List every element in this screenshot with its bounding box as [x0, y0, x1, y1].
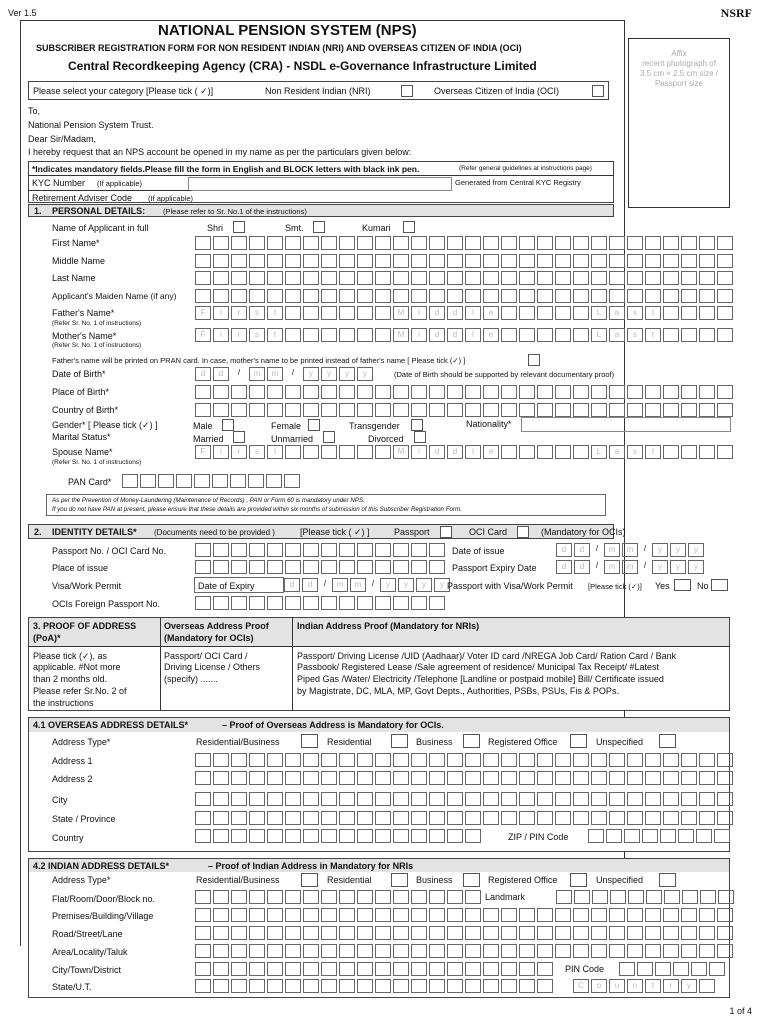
- poa-c3: by Magistrate, DC, MLA, MP, Govt Depts., Authorities, PSBs, PSUs, Fis & POPs.: [297, 686, 619, 696]
- residential-checkbox[interactable]: [391, 734, 408, 748]
- poa-h2b: (Mandatory for OCIs): [164, 633, 254, 643]
- zip-label: ZIP / PIN Code: [508, 832, 569, 842]
- unspecified-checkbox[interactable]: [659, 734, 676, 748]
- first-name-label: First Name*: [52, 238, 100, 248]
- version-label: Ver 1.5: [8, 8, 37, 18]
- cob-boxes[interactable]: [195, 403, 735, 417]
- business-checkbox[interactable]: [463, 734, 480, 748]
- s42-title: 4.2 INDIAN ADDRESS DETAILS*: [33, 861, 170, 871]
- yes-checkbox[interactable]: [674, 579, 691, 591]
- passport-no-boxes[interactable]: [195, 543, 447, 557]
- transgender-label: Transgender: [349, 421, 400, 431]
- resbus-label: Residential/Business: [196, 875, 280, 885]
- premises-label: Premises/Building/Village: [52, 911, 154, 921]
- female-label: Female: [271, 421, 302, 431]
- unspecified-label: Unspecified: [596, 737, 644, 747]
- pan-boxes[interactable]: [122, 474, 302, 488]
- shri-label: Shri: [207, 223, 224, 233]
- visa-label: Visa/Work Permit: [52, 581, 122, 591]
- cob-label: Country of Birth*: [52, 405, 119, 415]
- mother-name-boxes[interactable]: F i r s t M i d d l e L a s t: [195, 328, 735, 342]
- last-name-label: Last Name: [52, 273, 96, 283]
- country-boxes[interactable]: C o u n t r y: [573, 979, 717, 993]
- kyc-input[interactable]: [188, 177, 452, 191]
- poa-c1: applicable. #Not more: [33, 662, 121, 672]
- form-code: NSRF: [720, 6, 752, 20]
- married-label: Married: [193, 434, 224, 444]
- pmla-line-1: As per the Prevention of Money-Laundering (Maintenance of Records) , PAN or Form 60 is mandatory under NPS.: [52, 497, 365, 504]
- poi-boxes[interactable]: [195, 560, 447, 574]
- oci-card-label: OCI Card: [469, 527, 508, 537]
- doi-label: Date of issue: [452, 546, 505, 556]
- transgender-checkbox[interactable]: [411, 419, 423, 431]
- photo-text: recent photograph of: [642, 59, 716, 68]
- pin-label: PIN Code: [565, 964, 605, 974]
- unmarried-label: Unmarried: [271, 434, 314, 444]
- s42-sub: – Proof of Indian Address in Mandatory for NRIs: [208, 861, 414, 871]
- page-number: 1 of 4: [729, 1006, 752, 1016]
- s2-tick: [Please tick ( ✓) ]: [300, 527, 370, 537]
- poa-c1: the instructions: [33, 698, 94, 708]
- reg-office-label: Registered Office: [488, 875, 558, 885]
- poa-c3: Piped Gas /Water/ Electricity /Telephone [Landline or postpaid mobile] Bill/ Certificate issued: [297, 674, 664, 684]
- photo-text: 3.5 cm × 2.5 cm size /: [639, 69, 719, 78]
- nationality-input[interactable]: [521, 417, 731, 432]
- kumari-checkbox[interactable]: [403, 221, 415, 233]
- pan-label: PAN Card*: [68, 477, 112, 487]
- spouse-name-boxes[interactable]: F i r s t M i d d l e L a s t: [195, 445, 735, 459]
- landmark-label: Landmark: [485, 892, 526, 902]
- s41-sub: – Proof of Overseas Address is Mandatory for OCIs.: [222, 720, 444, 730]
- expiry-boxes[interactable]: d d / m m / y y y: [556, 560, 706, 574]
- maiden-name-label: Applicant's Maiden Name (if any): [52, 291, 177, 301]
- kumari-label: Kumari: [362, 223, 391, 233]
- name-full-label: Name of Applicant in full: [52, 223, 149, 233]
- smt-checkbox[interactable]: [313, 221, 325, 233]
- residential-label: Residential: [327, 737, 372, 747]
- middle-name-label: Middle Name: [52, 256, 106, 266]
- poa-c3: Passbook/ Registered Lease /Sale agreement of residence/ Municipal Tax Receipt/ #Latest: [297, 662, 660, 672]
- poa-c1: than 2 months old.: [33, 674, 108, 684]
- divider: [28, 175, 614, 176]
- pwp-tick: [Please tick (✓)]: [588, 582, 642, 591]
- poa-c2: Driving License / Others: [164, 662, 261, 672]
- nationality-label: Nationality*: [466, 419, 512, 429]
- oci-mandatory: (Mandatory for OCIs): [541, 527, 626, 537]
- subtitle: SUBSCRIBER REGISTRATION FORM FOR NON RESIDENT INDIAN (NRI) AND OVERSEAS CITIZEN OF INDIA (OCI): [36, 43, 522, 53]
- poa-h2: Overseas Address Proof: [164, 621, 269, 631]
- doe-label: Date of Expiry: [198, 581, 255, 591]
- dob-note: (Date of Birth should be supported by relevant documentary proof): [394, 370, 615, 379]
- poa-c3: Passport/ Driving License /UID (Aadhaar)/ Voter ID card /NREGA Job Card/ Ration Card / Bank: [297, 651, 677, 661]
- refer-note: (Refer Sr. No. 1 of instructions): [52, 459, 142, 466]
- address-type-label: Address Type*: [52, 875, 111, 885]
- guidelines-note: (Refer general guidelines at instructions page): [459, 165, 592, 172]
- ra-label: Retirement Adviser Code: [32, 193, 133, 203]
- state-boxes[interactable]: [195, 811, 735, 825]
- s1-note: (Please refer to Sr. No.1 of the instructions): [163, 207, 307, 216]
- business-label: Business: [416, 737, 453, 747]
- oci-passport-boxes[interactable]: [195, 596, 447, 610]
- city-boxes[interactable]: [195, 962, 555, 976]
- zip-boxes[interactable]: [588, 829, 732, 843]
- poa-c2: Passport/ OCI Card /: [164, 651, 248, 661]
- residential-label: Residential: [327, 875, 372, 885]
- oci-card-checkbox[interactable]: [517, 526, 529, 538]
- poa-h1: 3. PROOF OF ADDRESS: [33, 621, 137, 631]
- photo-box[interactable]: [628, 38, 730, 208]
- area-label: Area/Locality/Taluk: [52, 947, 128, 957]
- mandatory-note: *Indicates mandatory fields.Please fill the form in English and BLOCK letters with black ink pen.: [32, 164, 420, 174]
- refer-note: (Refer Sr. No. 1 of instructions): [52, 342, 142, 349]
- male-label: Male: [193, 421, 213, 431]
- letter-salutation: Dear Sir/Madam,: [28, 134, 97, 144]
- address-type-label: Address Type*: [52, 737, 111, 747]
- flat-boxes[interactable]: [195, 890, 483, 904]
- father-name-label: Father's Name*: [52, 308, 115, 318]
- landmark-boxes[interactable]: [556, 890, 736, 904]
- business-checkbox[interactable]: [463, 873, 480, 887]
- pob-label: Place of Birth*: [52, 387, 110, 397]
- nri-checkbox[interactable]: [401, 85, 413, 97]
- passport-no-label: Passport No. / OCI Card No.: [52, 546, 167, 556]
- expiry-label: Passport Expiry Date: [452, 563, 537, 573]
- unspecified-label: Unspecified: [596, 875, 644, 885]
- married-checkbox[interactable]: [233, 431, 245, 443]
- road-label: Road/Street/Lane: [52, 929, 123, 939]
- passport-label: Passport: [394, 527, 430, 537]
- reg-office-checkbox[interactable]: [570, 734, 587, 748]
- divider: [28, 646, 730, 647]
- address2-label: Address 2: [52, 774, 93, 784]
- letter-to: To,: [28, 106, 41, 116]
- pmla-line-2: If you do not have PAN at present, please ensure that these details are provided within six months of submission of this Subscriber Registration Form.: [52, 506, 462, 513]
- business-label: Business: [416, 875, 453, 885]
- s2-title: IDENTITY DETAILS*: [52, 527, 137, 537]
- father-name-boxes[interactable]: F i r s t M i d d l e L a s t: [195, 306, 735, 320]
- poa-h1b: (PoA)*: [33, 633, 61, 643]
- city-label: City: [52, 795, 68, 805]
- dob-label: Date of Birth*: [52, 369, 106, 379]
- divider: [28, 190, 191, 191]
- reg-office-checkbox[interactable]: [570, 873, 587, 887]
- doi-boxes[interactable]: d d / m m / y y y: [556, 543, 706, 557]
- state-boxes[interactable]: [195, 979, 555, 993]
- reg-office-label: Registered Office: [488, 737, 558, 747]
- country-boxes[interactable]: [195, 829, 483, 843]
- premises-boxes[interactable]: [195, 908, 735, 922]
- kyc-generated: Generated from Central KYC Registry: [455, 178, 581, 187]
- agency-name: Central Recordkeeping Agency (CRA) - NSDL e-Governance Infrastructure Limited: [68, 59, 537, 73]
- photo-text: Passport size: [654, 79, 704, 88]
- flat-label: Flat/Room/Door/Block no.: [52, 894, 156, 904]
- divider: [160, 617, 161, 711]
- poa-c1: Please refer Sr.No. 2 of: [33, 686, 127, 696]
- pran-note: Father's name will be printed on PRAN card. In case, mother's name to be printed instead of father's name [ Please tick (✓) ]: [52, 356, 466, 365]
- yes-label: Yes: [655, 581, 670, 591]
- unmarried-checkbox[interactable]: [323, 431, 335, 443]
- ra-note: (If applicable): [148, 194, 194, 203]
- mother-name-label: Mother's Name*: [52, 331, 117, 341]
- road-boxes[interactable]: [195, 926, 735, 940]
- unspecified-checkbox[interactable]: [659, 873, 676, 887]
- pob-boxes[interactable]: [195, 385, 735, 399]
- poi-label: Place of issue: [52, 563, 109, 573]
- resbus-label: Residential/Business: [196, 737, 280, 747]
- female-checkbox[interactable]: [308, 419, 320, 431]
- mother-name-print-checkbox[interactable]: [528, 354, 540, 366]
- passport-checkbox[interactable]: [440, 526, 452, 538]
- address1-label: Address 1: [52, 756, 93, 766]
- s41-title: 4.1 OVERSEAS ADDRESS DETAILS*: [33, 720, 189, 730]
- s2-num: 2.: [34, 527, 42, 537]
- poa-c1: Please tick (✓), as: [33, 651, 108, 661]
- poa-h3: Indian Address Proof (Mandatory for NRIs): [297, 621, 480, 631]
- oci-checkbox[interactable]: [592, 85, 604, 97]
- dob-boxes[interactable]: d d / m m / y y y y: [195, 367, 375, 381]
- state-label: State / Province: [52, 814, 116, 824]
- first-name-boxes[interactable]: [195, 236, 735, 250]
- refer-note: (Refer Sr. No. 1 of instructions): [52, 320, 142, 327]
- oci-label: Overseas Citizen of India (OCI): [434, 86, 560, 96]
- s1-num: 1.: [34, 206, 42, 216]
- kyc-note: (If applicable): [97, 179, 143, 188]
- letter-trust: National Pension System Trust.: [28, 120, 154, 130]
- spouse-label: Spouse Name*: [52, 447, 113, 457]
- country-label: Country: [52, 833, 84, 843]
- pwp-label: Passport with Visa/Work Permit: [447, 581, 573, 591]
- city-label: City/Town/District: [52, 965, 122, 975]
- no-label: No: [697, 581, 709, 591]
- area-boxes[interactable]: [195, 944, 735, 958]
- category-prompt: Please select your category [Please tick ( ✓)]: [33, 86, 214, 96]
- doe-boxes[interactable]: d d / m m / y y y y: [284, 578, 452, 592]
- smt-label: Smt.: [285, 223, 304, 233]
- s2-note: (Documents need to be provided ): [154, 528, 275, 537]
- page-title: NATIONAL PENSION SYSTEM (NPS): [158, 22, 417, 39]
- maiden-name-boxes[interactable]: [195, 289, 735, 303]
- city-boxes[interactable]: [195, 792, 735, 806]
- pin-boxes[interactable]: [619, 962, 727, 976]
- poa-c2: (specify) .......: [164, 674, 219, 684]
- resbus-checkbox[interactable]: [301, 873, 318, 887]
- oci-passport-label: OCIs Foreign Passport No.: [52, 599, 161, 609]
- address2-boxes[interactable]: [195, 771, 735, 785]
- no-checkbox[interactable]: [711, 579, 728, 591]
- male-checkbox[interactable]: [222, 419, 234, 431]
- address1-boxes[interactable]: [195, 753, 735, 767]
- state-label: State/U.T.: [52, 982, 92, 992]
- gender-label: Gender* [ Please tick (✓) ]: [52, 420, 158, 430]
- kyc-label: KYC Number: [32, 178, 86, 188]
- shri-checkbox[interactable]: [233, 221, 245, 233]
- nri-label: Non Resident Indian (NRI): [265, 86, 371, 96]
- middle-name-boxes[interactable]: [195, 254, 735, 268]
- photo-text: Affix: [671, 49, 687, 58]
- s1-title: PERSONAL DETAILS:: [52, 206, 146, 216]
- divider: [292, 617, 293, 711]
- divorced-label: Divorced: [368, 434, 404, 444]
- marital-label: Marital Status*: [52, 432, 111, 442]
- divorced-checkbox[interactable]: [414, 431, 426, 443]
- residential-checkbox[interactable]: [391, 873, 408, 887]
- letter-request: I hereby request that an NPS account be opened in my name as per the particulars given below:: [28, 147, 412, 157]
- resbus-checkbox[interactable]: [301, 734, 318, 748]
- last-name-boxes[interactable]: [195, 271, 735, 285]
